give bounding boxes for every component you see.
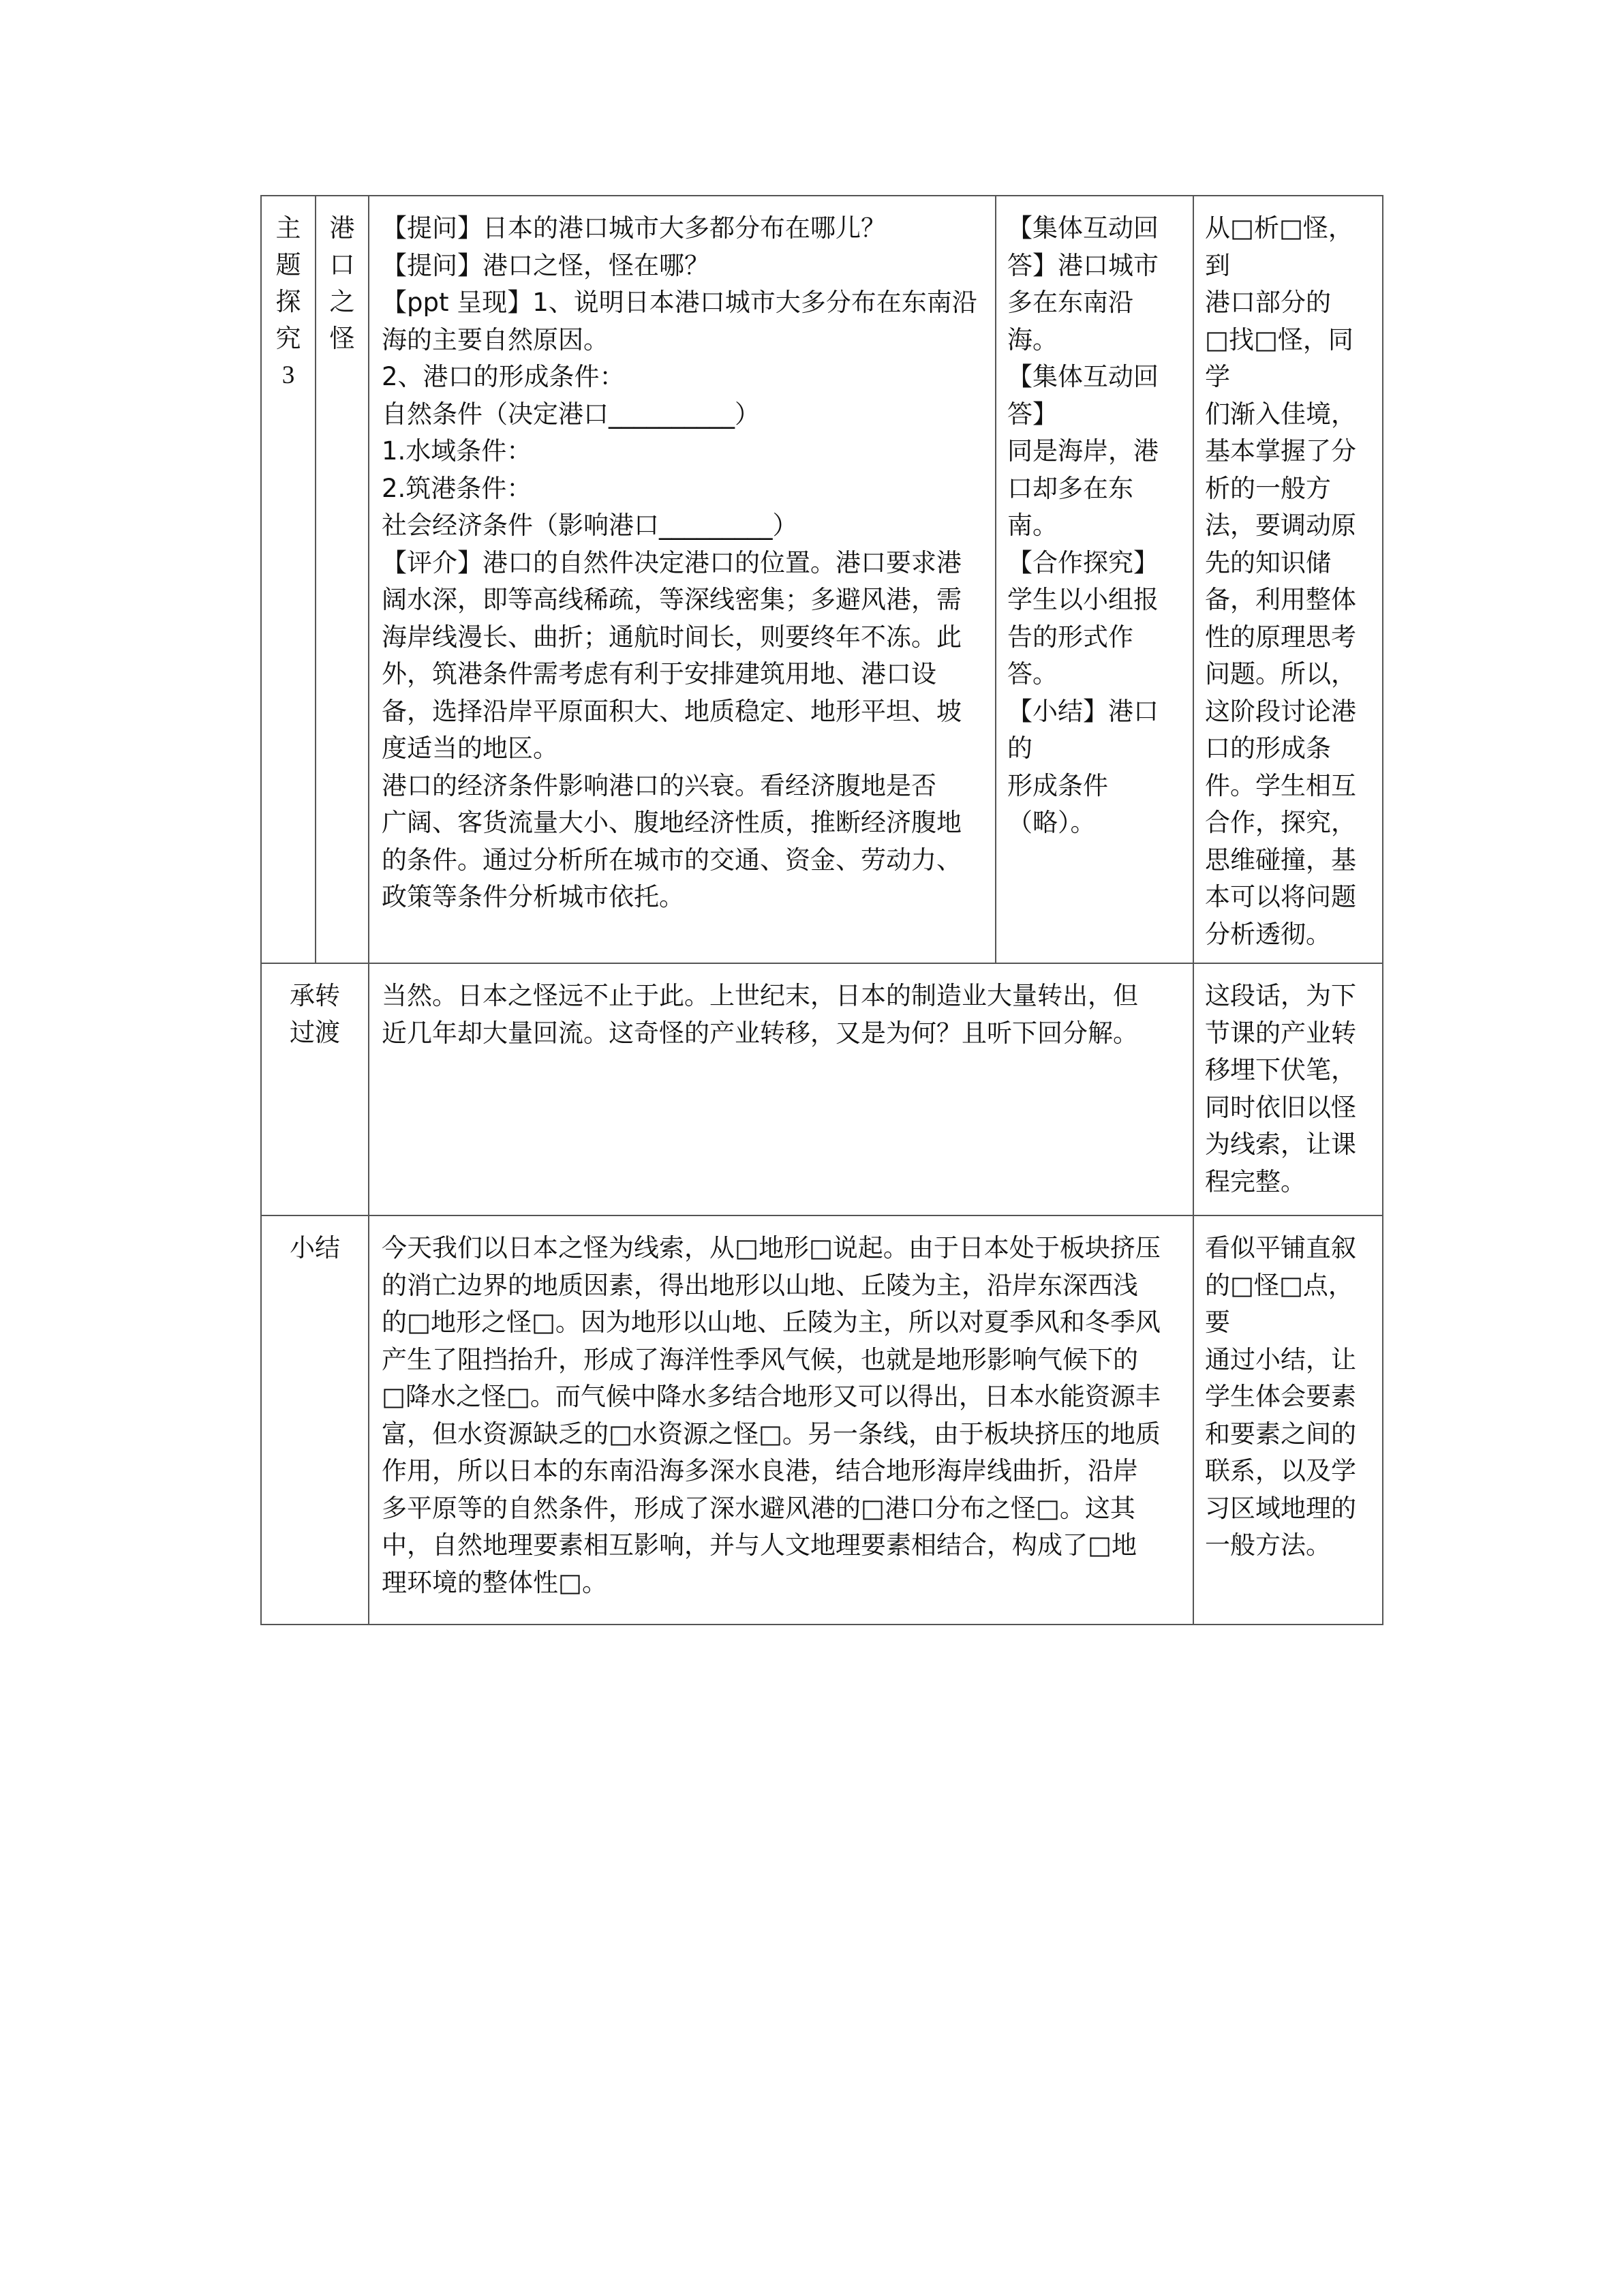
text-line: 港口的经济条件影响港口的兴衰。看经济腹地是否	[382, 770, 936, 800]
text-line: 答。	[1007, 659, 1058, 689]
stage-char: 3	[281, 361, 295, 389]
text-line: 法，要调动原	[1205, 511, 1356, 540]
text-line: 思维碰撞，基	[1205, 845, 1356, 875]
stage-cell	[261, 196, 316, 963]
text-line: 节课的产业转	[1205, 1018, 1356, 1048]
text-line: 看似平铺直叙	[1205, 1233, 1356, 1263]
text-line: 通过小结，让	[1205, 1344, 1356, 1374]
text-line: 【评介】港口的自然件决定港口的位置。港口要求港	[382, 547, 962, 577]
stage-char: 究	[275, 324, 301, 353]
stage-label: 承转	[290, 981, 340, 1010]
text-line: 问题。所以，	[1205, 659, 1356, 689]
teacher-activity-cell	[369, 196, 996, 963]
text-line: 阔水深，即等高线稀疏，等深线密集；多避风港，需	[382, 585, 962, 614]
text-line: 度适当的地区。	[382, 734, 558, 763]
text-line: □找□怪，同学	[1205, 324, 1353, 391]
stage-cell	[261, 963, 369, 1215]
text-line: 析的一般方	[1205, 473, 1331, 503]
text-line: 理环境的整体性□。	[382, 1567, 607, 1597]
content-cell	[369, 1215, 1193, 1625]
student-activity-cell	[996, 196, 1193, 963]
text-line: 口却多在东	[1007, 473, 1133, 503]
text-line: 的□怪□点，要	[1205, 1270, 1353, 1337]
text-line: 作用，所以日本的东南沿海多深水良港，结合地形海岸线曲折，沿岸	[382, 1456, 1138, 1485]
text-line: 和要素之间的	[1205, 1419, 1356, 1449]
text-line: 【合作探究】	[1007, 547, 1159, 577]
text-line: 2、港口的形成条件：	[382, 362, 625, 391]
topic-char: 怪	[329, 324, 355, 353]
text-line: 同时依旧以怪	[1205, 1092, 1356, 1122]
text-line: 自然条件（决定港口__________）	[382, 399, 760, 429]
text-line: 一般方法。	[1205, 1530, 1331, 1560]
text-line: 从□析□怪，到	[1205, 213, 1353, 280]
text-line: 习区域地理的	[1205, 1493, 1356, 1523]
text-line: 产生了阻挡抬升，形成了海洋性季风气候，也就是地形影响气候下的	[382, 1344, 1138, 1374]
design-intent-cell	[1193, 963, 1383, 1215]
text-line: （略）。	[1007, 808, 1096, 837]
topic-char: 港	[329, 213, 355, 243]
text-line: 富，但水资源缺乏的□水资源之怪□。另一条线，由于板块挤压的地质	[382, 1419, 1161, 1449]
text-line: 答】	[1007, 399, 1058, 429]
stage-label: 小结	[290, 1233, 340, 1263]
text-line: □降水之怪□。而气候中降水多结合地形又可以得出，日本水能资源丰	[382, 1382, 1161, 1411]
text-line: 1.水域条件：	[382, 436, 532, 466]
text-line: 多平原等的自然条件，形成了深水避风港的□港口分布之怪□。这其	[382, 1493, 1135, 1523]
text-line: 【ppt 呈现】1、说明日本港口城市大多分布在东南沿	[382, 288, 977, 317]
text-line: 先的知识储	[1205, 547, 1331, 577]
text-line: 这阶段讨论港	[1205, 696, 1356, 726]
text-line: 备，选择沿岸平原面积大、地质稳定、地形平坦、坡	[382, 696, 962, 726]
stage-label: 过渡	[290, 1018, 340, 1047]
text-line: 程完整。	[1205, 1166, 1306, 1196]
text-line: 的□地形之怪□。因为地形以山地、丘陵为主，所以对夏季风和冬季风	[382, 1308, 1161, 1337]
stage-char: 探	[275, 287, 301, 316]
text-line: 【集体互动回	[1007, 362, 1159, 391]
text-line: 当然。日本之怪远不止于此。上世纪末，日本的制造业大量转出，但	[382, 981, 1138, 1010]
text-line: 的消亡边界的地质因素，得出地形以山地、丘陵为主，沿岸东深西浅	[382, 1270, 1138, 1300]
text-line: 广阔、客货流量大小、腹地经济性质，推断经济腹地	[382, 808, 962, 837]
text-line: 学生体会要素	[1205, 1382, 1356, 1411]
text-line: 【提问】日本的港口城市大多都分布在哪儿？	[382, 213, 886, 243]
text-line: 中，自然地理要素相互影响，并与人文地理要素相结合，构成了□地	[382, 1530, 1137, 1560]
text-line: 答】港口城市	[1007, 250, 1159, 280]
design-intent-cell	[1193, 1215, 1383, 1625]
row-transition	[261, 963, 1383, 1215]
text-line: 近几年却大量回流。这奇怪的产业转移，又是为何？且听下回分解。	[382, 1018, 1138, 1048]
text-line: 的条件。通过分析所在城市的交通、资金、劳动力、	[382, 845, 962, 875]
text-line: 同是海岸，港	[1007, 436, 1159, 466]
text-line: 移埋下伏笔，	[1205, 1055, 1356, 1085]
text-line: 海岸线漫长、曲折；通航时间长，则要终年不冻。此	[382, 622, 962, 652]
text-line: 本可以将问题	[1205, 882, 1356, 911]
text-line: 社会经济条件（影响港口_________）	[382, 511, 798, 540]
text-line: 多在东南沿	[1007, 288, 1133, 317]
text-line: 分析透彻。	[1205, 919, 1331, 949]
text-line: 们渐入佳境，	[1205, 399, 1356, 429]
text-line: 学生以小组报	[1007, 585, 1159, 614]
text-line: 2.筑港条件：	[382, 473, 532, 503]
text-line: 性的原理思考	[1205, 622, 1356, 652]
lesson-plan-table	[260, 195, 1383, 1625]
text-line: 【小结】港口的	[1007, 696, 1159, 763]
text-line: 联系，以及学	[1205, 1456, 1356, 1485]
text-line: 形成条件	[1007, 770, 1108, 800]
row-summary	[261, 1215, 1383, 1625]
text-line: 口的形成条	[1205, 734, 1331, 763]
design-intent-cell	[1193, 196, 1383, 963]
stage-char: 主	[275, 213, 301, 243]
text-line: 南。	[1007, 511, 1058, 540]
text-line: 基本掌握了分	[1205, 436, 1356, 466]
row-topic-exploration-3	[261, 196, 1383, 963]
topic-cell	[316, 196, 369, 963]
text-line: 为线索，让课	[1205, 1130, 1356, 1159]
text-line: 件。学生相互	[1205, 770, 1356, 800]
text-line: 港口部分的	[1205, 288, 1331, 317]
content-cell	[369, 963, 1193, 1215]
topic-char: 口	[329, 250, 355, 280]
topic-char: 之	[329, 287, 355, 316]
text-line: 【集体互动回	[1007, 213, 1159, 243]
text-line: 海的主要自然原因。	[382, 324, 609, 354]
text-line: 备，利用整体	[1205, 585, 1356, 614]
text-line: 【提问】港口之怪，怪在哪？	[382, 250, 709, 280]
text-line: 这段话，为下	[1205, 981, 1356, 1010]
text-line: 海。	[1007, 324, 1058, 354]
text-line: 政策等条件分析城市依托。	[382, 882, 684, 911]
text-line: 今天我们以日本之怪为线索，从□地形□说起。由于日本处于板块挤压	[382, 1233, 1161, 1263]
stage-cell	[261, 1215, 369, 1625]
stage-char: 题	[275, 250, 301, 280]
text-line: 告的形式作	[1007, 622, 1133, 652]
text-line: 合作，探究，	[1205, 808, 1356, 837]
text-line: 外，筑港条件需考虑有利于安排建筑用地、港口设	[382, 659, 936, 689]
